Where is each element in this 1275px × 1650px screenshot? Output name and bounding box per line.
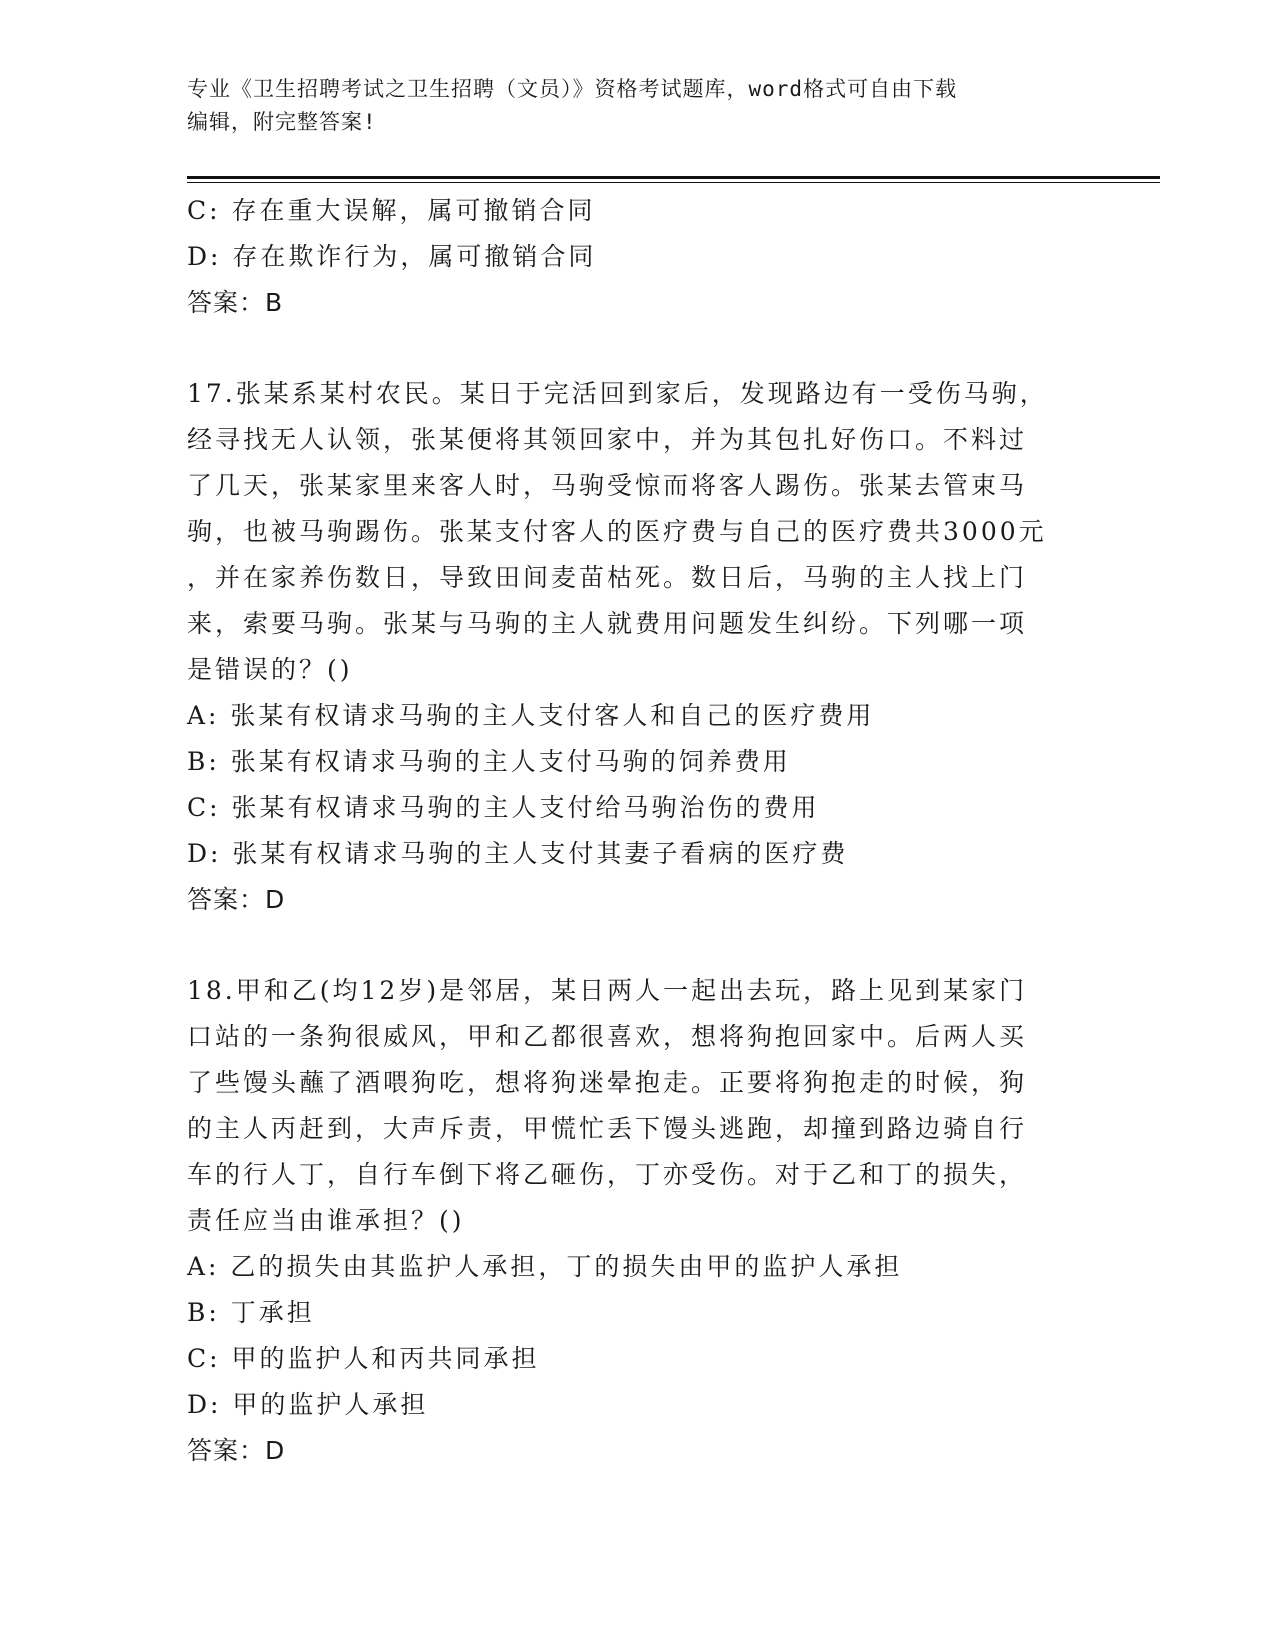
option-c: C: 甲的监护人和丙共同承担: [187, 1344, 540, 1373]
question-text-line: 了些馒头蘸了酒喂狗吃，想将狗迷晕抱走。正要将狗抱走的时候，狗: [187, 1068, 1028, 1097]
question-text-line: 口站的一条狗很威风，甲和乙都很喜欢，想将狗抱回家中。后两人买: [187, 1022, 1028, 1051]
option-b: B: 张某有权请求马驹的主人支付马驹的饲养费用: [187, 747, 791, 776]
question-text-line: 驹，也被马驹踢伤。张某支付客人的医疗费与自己的医疗费共3000元: [187, 517, 1047, 546]
question-text-line: 是错误的？(): [187, 655, 353, 684]
question-text-line: ，并在家养伤数日，导致田间麦苗枯死。数日后，马驹的主人找上门: [187, 563, 1028, 592]
question-text-line: 17.张某系某村农民。某日于完活回到家后，发现路边有一受伤马驹，: [187, 379, 1048, 408]
question-17: [187, 371, 1087, 923]
option-a: A: 张某有权请求马驹的主人支付客人和自己的医疗费用: [187, 701, 875, 730]
question-16-continuation: [187, 188, 1087, 326]
header-divider-thin: [187, 182, 1160, 183]
option-c: C: 张某有权请求马驹的主人支付给马驹治伤的费用: [187, 793, 820, 822]
answer-line: 答案：B: [187, 288, 284, 317]
header-divider-thick: [187, 176, 1160, 179]
answer-line: 答案：D: [187, 1436, 286, 1465]
option-d: D: 甲的监护人承担: [187, 1390, 429, 1419]
question-18: [187, 968, 1087, 1474]
option-c: C: 存在重大误解，属可撤销合同: [187, 196, 596, 225]
document-header: [187, 73, 1087, 139]
spacer: [187, 326, 1087, 371]
answer-line: 答案：D: [187, 885, 286, 914]
question-text-line: 来，索要马驹。张某与马驹的主人就费用问题发生纠纷。下列哪一项: [187, 609, 1028, 638]
question-text-line: 了几天，张某家里来客人时，马驹受惊而将客人踢伤。张某去管束马: [187, 471, 1028, 500]
question-text-line: 经寻找无人认领，张某便将其领回家中，并为其包扎好伤口。不料过: [187, 425, 1028, 454]
question-text-line: 18.甲和乙(均12岁)是邻居，某日两人一起出去玩，路上见到某家门: [187, 976, 1028, 1005]
option-d: D: 存在欺诈行为，属可撤销合同: [187, 242, 597, 271]
spacer: [187, 923, 1087, 968]
option-b: B: 丁承担: [187, 1298, 315, 1327]
question-text-line: 责任应当由谁承担？(): [187, 1206, 465, 1235]
option-a: A: 乙的损失由其监护人承担，丁的损失由甲的监护人承担: [187, 1252, 903, 1281]
question-text-line: 的主人丙赶到，大声斥责，甲慌忙丢下馒头逃跑，却撞到路边骑自行: [187, 1114, 1028, 1143]
document-content: [187, 188, 1087, 1474]
header-title-line-2: 编辑，附完整答案!: [187, 110, 377, 134]
header-title-line-1: 专业《卫生招聘考试之卫生招聘（文员）》资格考试题库，word格式可自由下载: [187, 77, 958, 101]
question-text-line: 车的行人丁，自行车倒下将乙砸伤，丁亦受伤。对于乙和丁的损失，: [187, 1160, 1028, 1189]
option-d: D: 张某有权请求马驹的主人支付其妻子看病的医疗费: [187, 839, 849, 868]
